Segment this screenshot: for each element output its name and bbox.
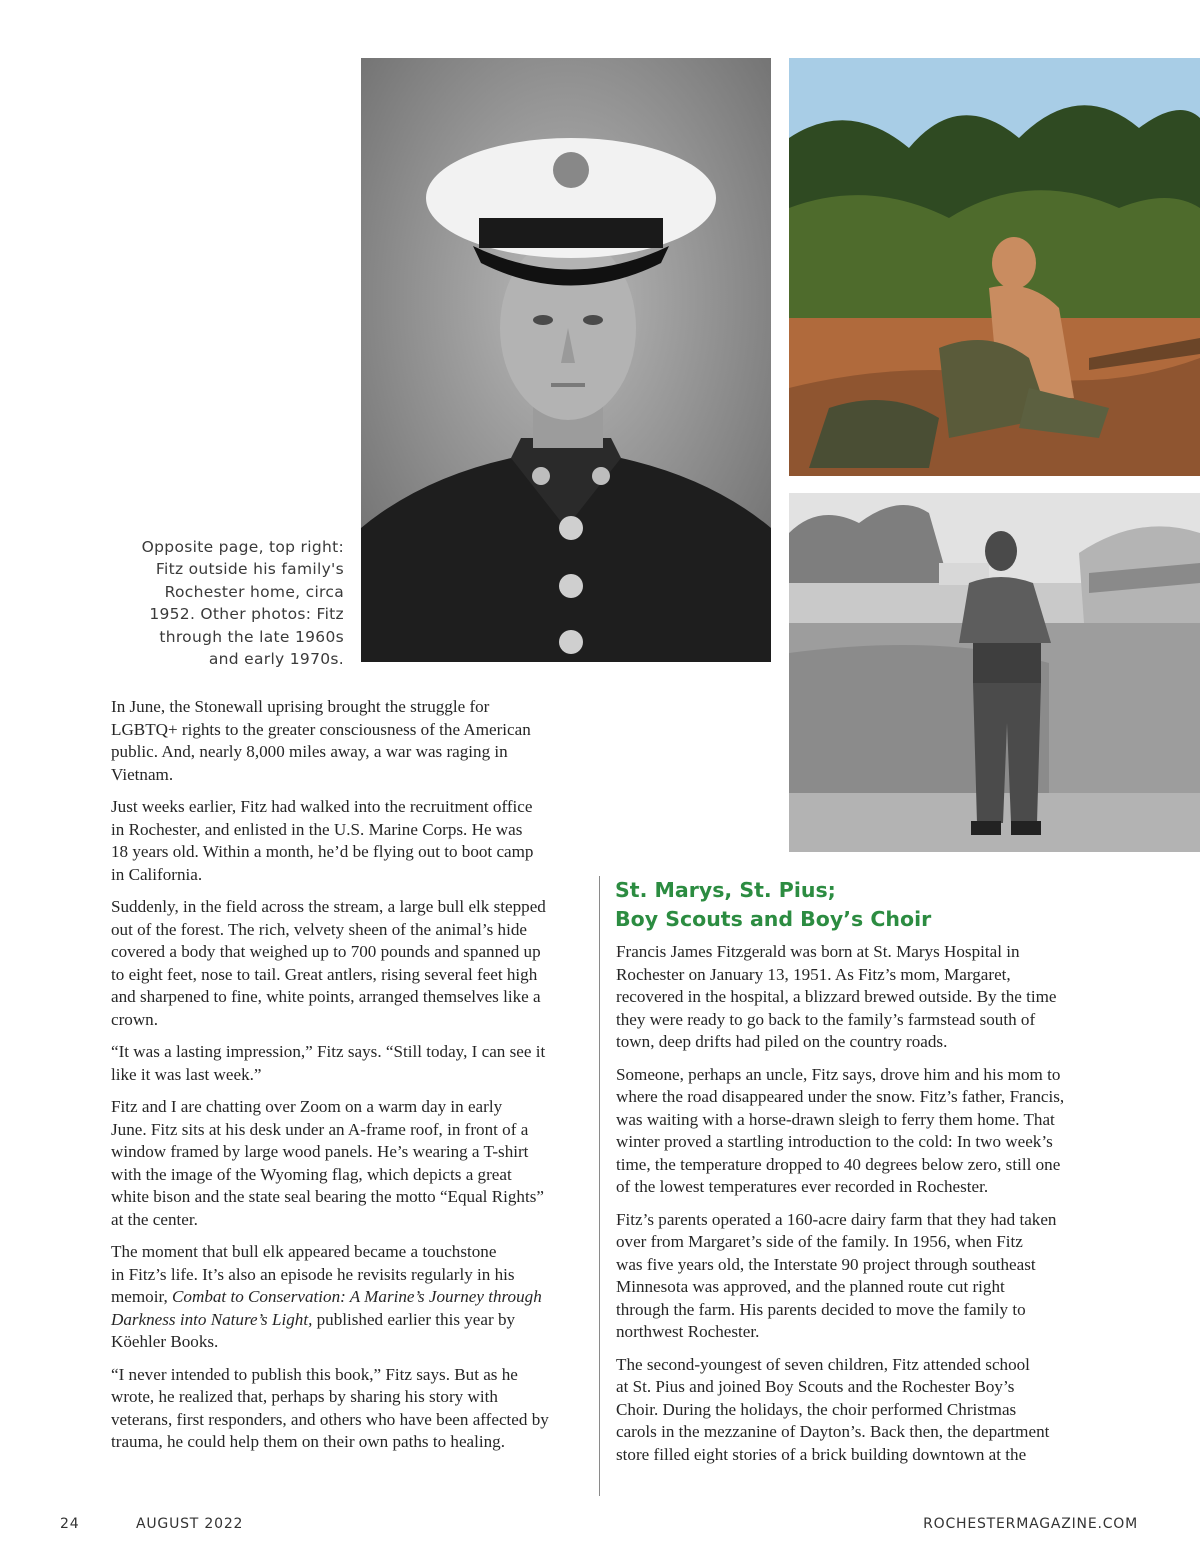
text-line: Just weeks earlier, Fitz had walked into the recruitment office: [111, 797, 533, 816]
text-line: winter proved a startling introduction to the cold: In two week’s: [616, 1132, 1053, 1151]
text-line: like it was last week.”: [111, 1064, 262, 1084]
text-line: carols in the mezzanine of Dayton’s. Back then, the department: [616, 1422, 1050, 1441]
text-line: out of the forest. The rich, velvety sheen of the animal’s hide: [111, 919, 527, 939]
text-line: to eight feet, nose to tail. Great antlers, rising several feet high: [111, 964, 538, 984]
caption-line: through the late 1960s: [159, 627, 344, 646]
text-line: “It was a lasting impression,” Fitz says. “Still today, I can see it: [111, 1042, 546, 1061]
heading-line: St. Marys, St. Pius;: [615, 878, 836, 902]
text-line: Vietnam.: [111, 764, 174, 784]
text-line: June. Fitz sits at his desk under an A-frame roof, in front of a: [111, 1119, 529, 1139]
caption-line: Fitz outside his family's: [155, 560, 344, 579]
text-line: The second-youngest of seven children, Fitz attended school: [616, 1354, 1030, 1374]
text-line: covered a body that weighed up to 700 pounds and spanned up: [111, 942, 541, 961]
paragraph: [111, 1096, 593, 1231]
marine-portrait-photo: [361, 58, 771, 662]
text-line: trauma, he could help them on their own paths to healing.: [111, 1432, 506, 1451]
text-line: in Fitz’s life. It’s also an episode he revisits regularly in his: [111, 1264, 515, 1284]
text-line: white bison and the state seal bearing the motto “Equal Rights”: [111, 1187, 544, 1206]
text-line: Fitz’s parents operated a 160-acre dairy farm that they had taken: [616, 1209, 1057, 1229]
caption-line: 1952. Other photos: Fitz: [149, 605, 344, 624]
text-line: over from Margaret’s side of the family. In 1956, when Fitz: [616, 1232, 1023, 1251]
paragraph: [111, 1364, 593, 1454]
text-line: northwest Rochester.: [616, 1322, 760, 1341]
text-line: public. And, nearly 8,000 miles away, a war was raging in: [111, 742, 508, 761]
heading-line: Boy Scouts and Boy’s Choir: [615, 907, 932, 931]
caption-line: Opposite page, top right:: [141, 538, 344, 556]
column-divider: [599, 876, 600, 1496]
paragraph: [616, 941, 1094, 1054]
left-column: [111, 696, 593, 1464]
right-column: [616, 941, 1094, 1476]
text-fragment: published earlier this year by: [312, 1309, 516, 1329]
text-line: in Rochester, and enlisted in the U.S. Marine Corps. He was: [111, 819, 523, 839]
jungle-photo: [789, 58, 1200, 476]
paragraph: [616, 1209, 1094, 1344]
text-line: and sharpened to fine, white points, arranged themselves like a: [111, 987, 541, 1006]
text-line: time, the temperature dropped to 40 degrees below zero, still one: [616, 1154, 1061, 1174]
paragraph: [111, 696, 593, 786]
text-line: store filled eight stories of a brick building downtown at the: [616, 1444, 1027, 1464]
issue-date: AUGUST 2022: [136, 1516, 244, 1532]
text-line: through the farm. His parents decided to move the family to: [616, 1299, 1026, 1319]
text-line: with the image of the Wyoming flag, which depicts a great: [111, 1164, 512, 1184]
book-title: Darkness into Nature’s Light,: [111, 1309, 313, 1329]
text-line: Francis James Fitzgerald was born at St. Marys Hospital in: [616, 942, 1020, 961]
text-fragment: memoir,: [111, 1287, 173, 1306]
text-line: Minnesota was approved, and the planned route cut right: [616, 1277, 1005, 1296]
text-line: town, deep drifts had piled on the country roads.: [616, 1032, 948, 1051]
paragraph: [111, 1041, 593, 1086]
text-line: at St. Pius and joined Boy Scouts and the Rochester Boy’s: [616, 1377, 1015, 1396]
text-line: Köehler Books.: [111, 1332, 219, 1351]
text-line: crown.: [111, 1009, 158, 1029]
text-line: [111, 1309, 593, 1332]
text-line: 18 years old. Within a month, he’d be flying out to boot camp: [111, 842, 534, 861]
text-line: Fitz and I are chatting over Zoom on a warm day in early: [111, 1097, 503, 1116]
book-title: Combat to Conservation: A Marine’s Journey through: [172, 1287, 542, 1306]
text-line: was waiting with a horse-drawn sleigh to ferry them home. That: [616, 1109, 1055, 1129]
paragraph: [111, 1241, 593, 1354]
caption-line: Rochester home, circa: [164, 582, 344, 601]
photo-caption: [100, 536, 344, 670]
paragraph: [616, 1354, 1094, 1467]
text-line: in California.: [111, 864, 203, 884]
text-line: veterans, first responders, and others who have been affected by: [111, 1409, 549, 1429]
text-line: was five years old, the Interstate 90 project through southeast: [616, 1254, 1036, 1274]
paragraph: [616, 1064, 1094, 1199]
site-url: ROCHESTERMAGAZINE.COM: [923, 1516, 1138, 1532]
text-line: LGBTQ+ rights to the greater consciousness of the American: [111, 719, 531, 739]
section-heading: [615, 876, 1095, 934]
text-line: “I never intended to publish this book,” Fitz says. But as he: [111, 1364, 518, 1384]
text-line: wrote, he realized that, perhaps by sharing his story with: [111, 1387, 498, 1406]
text-line: where the road disappeared under the snow. Fitz’s father, Francis,: [616, 1087, 1065, 1106]
text-line: In June, the Stonewall uprising brought the struggle for: [111, 697, 490, 716]
text-line: Someone, perhaps an uncle, Fitz says, drove him and his mom to: [616, 1064, 1061, 1084]
text-line: Suddenly, in the field across the stream, a large bull elk stepped: [111, 897, 546, 916]
text-line: they were ready to go back to the family’s farmstead south of: [616, 1009, 1036, 1029]
paragraph: [111, 896, 593, 1031]
base-photo: [789, 493, 1200, 852]
text-line: Rochester on January 13, 1951. As Fitz’s mom, Margaret,: [616, 964, 1011, 984]
text-line: [111, 1286, 593, 1309]
text-line: recovered in the hospital, a blizzard brewed outside. By the time: [616, 987, 1057, 1006]
text-line: The moment that bull elk appeared became a touchstone: [111, 1242, 497, 1261]
caption-line: and early 1970s.: [208, 650, 344, 669]
paragraph: [111, 796, 593, 886]
text-line: of the lowest temperatures ever recorded in Rochester.: [616, 1177, 989, 1196]
text-line: window framed by large wood panels. He’s wearing a T-shirt: [111, 1142, 529, 1161]
text-line: at the center.: [111, 1209, 198, 1229]
page-number: 24: [60, 1516, 80, 1532]
text-line: Choir. During the holidays, the choir performed Christmas: [616, 1399, 1017, 1419]
